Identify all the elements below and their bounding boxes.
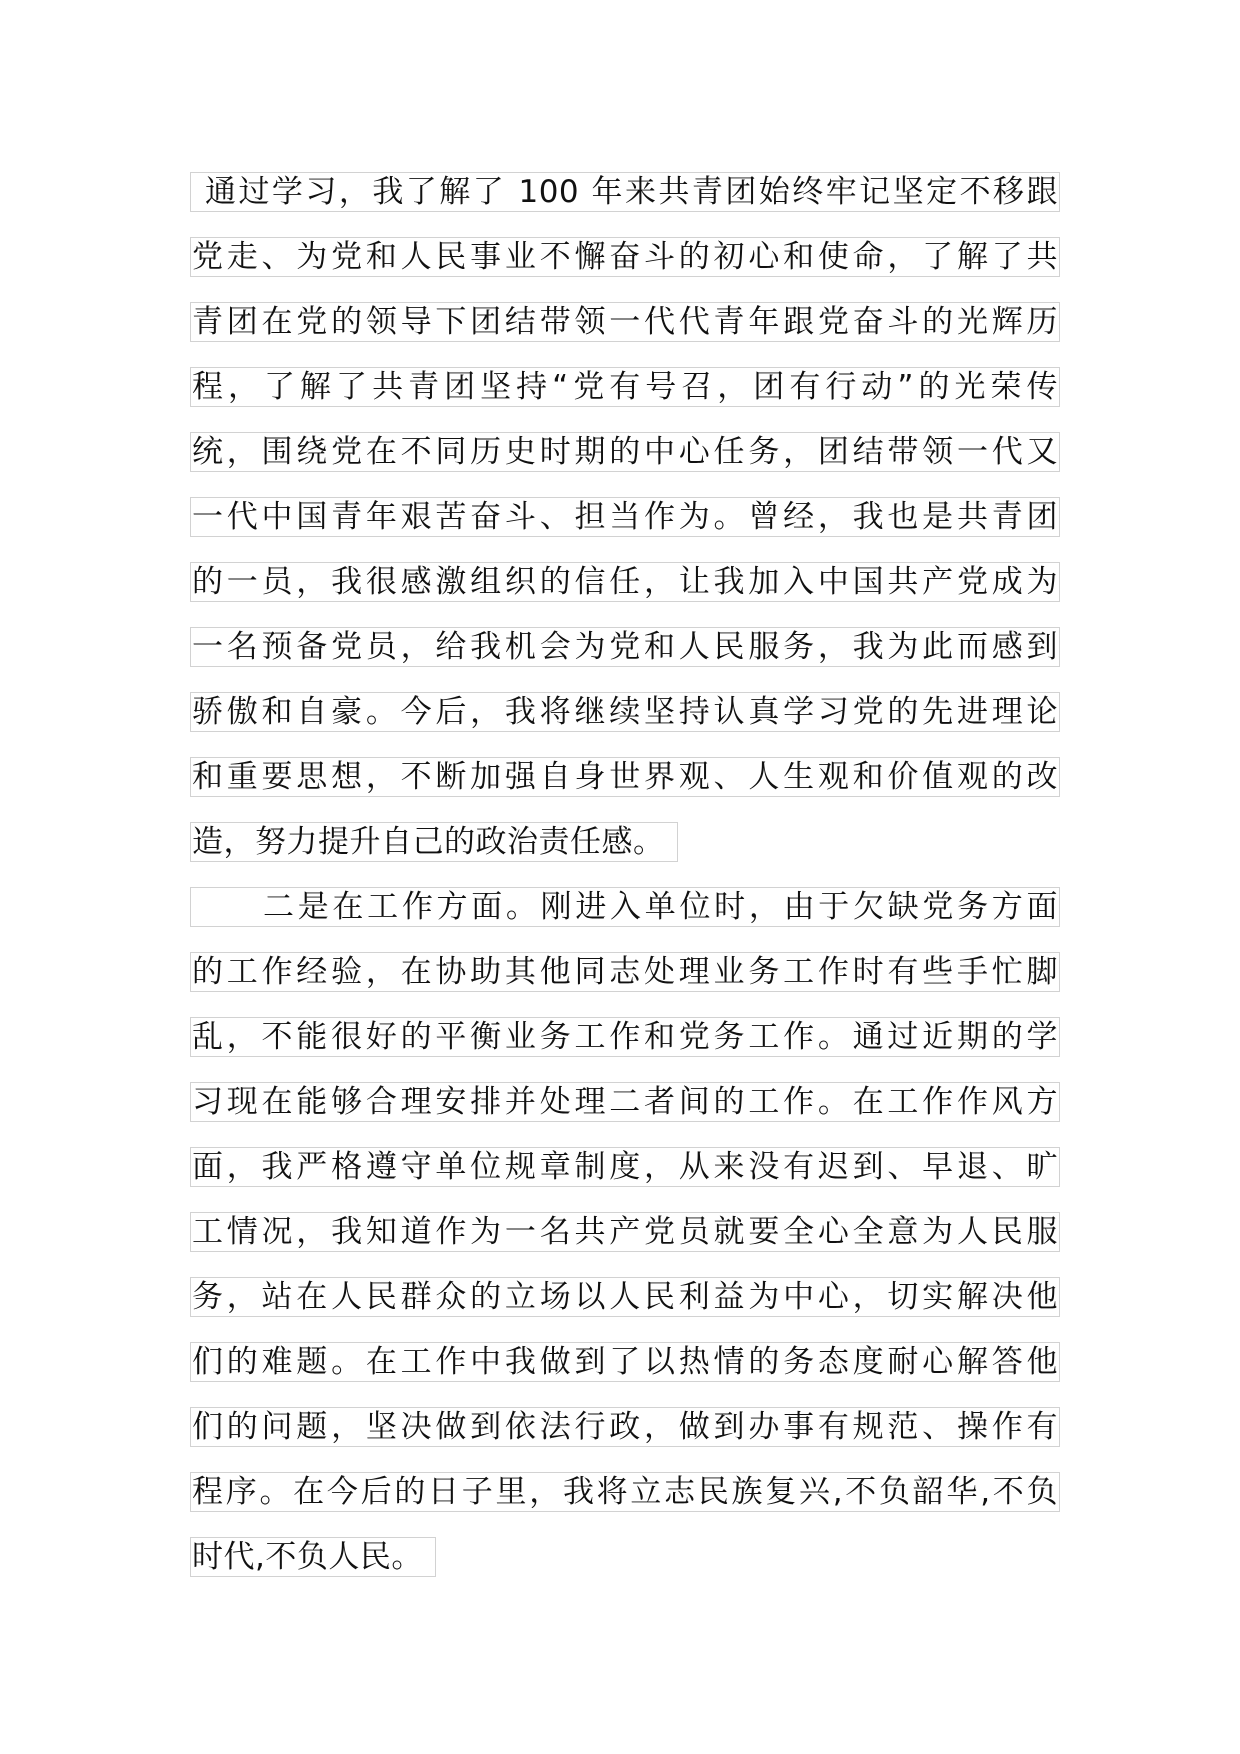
paragraph-study (190, 172, 1060, 891)
text-line: 务，站在人民群众的立场以人民利益为中心，切实解决他 (192, 1279, 1058, 1315)
text-line: 程序。在今后的日子里，我将立志民族复兴,不负韶华,不负 (192, 1474, 1058, 1510)
paragraph-work (190, 887, 1060, 1606)
text-line: 工情况，我知道作为一名共产党员就要全心全意为人民服 (192, 1214, 1058, 1250)
text-line: 骄傲和自豪。今后，我将继续坚持认真学习党的先进理论 (192, 694, 1058, 730)
text-line: 程，了解了共青团坚持“党有号召，团有行动”的光荣传 (192, 369, 1058, 405)
text-line: 二是在工作方面。刚进入单位时，由于欠缺党务方面 (190, 887, 1060, 927)
text-line: 一名预备党员，给我机会为党和人民服务，我为此而感到 (192, 629, 1058, 665)
text-line: 面，我严格遵守单位规章制度，从来没有迟到、早退、旷 (192, 1149, 1058, 1185)
text-line: 党走、为党和人民事业不懈奋斗的初心和使命，了解了共 (192, 239, 1058, 275)
text-line: 们的难题。在工作中我做到了以热情的务态度耐心解答他 (192, 1344, 1058, 1380)
text-line-last: 造，努力提升自己的政治责任感。 (190, 822, 678, 862)
text-line: 的工作经验，在协助其他同志处理业务工作时有些手忙脚 (192, 954, 1058, 990)
text-line: 通过学习，我了解了 100 年来共青团始终牢记坚定不移跟 (190, 172, 1060, 212)
text-line: 们的问题，坚决做到依法行政，做到办事有规范、操作有 (192, 1409, 1058, 1445)
text-line: 一代中国青年艰苦奋斗、担当作为。曾经，我也是共青团 (192, 499, 1058, 535)
text-line-last: 时代,不负人民。 (190, 1537, 436, 1577)
text-line: 统，围绕党在不同历史时期的中心任务，团结带领一代又 (192, 434, 1058, 470)
text-line: 的一员，我很感激组织的信任，让我加入中国共产党成为 (192, 564, 1058, 600)
text-line: 和重要思想，不断加强自身世界观、人生观和价值观的改 (192, 759, 1058, 795)
text-line: 习现在能够合理安排并处理二者间的工作。在工作作风方 (192, 1084, 1058, 1120)
text-line: 青团在党的领导下团结带领一代代青年跟党奋斗的光辉历 (192, 304, 1058, 340)
text-line: 乱，不能很好的平衡业务工作和党务工作。通过近期的学 (192, 1019, 1058, 1055)
